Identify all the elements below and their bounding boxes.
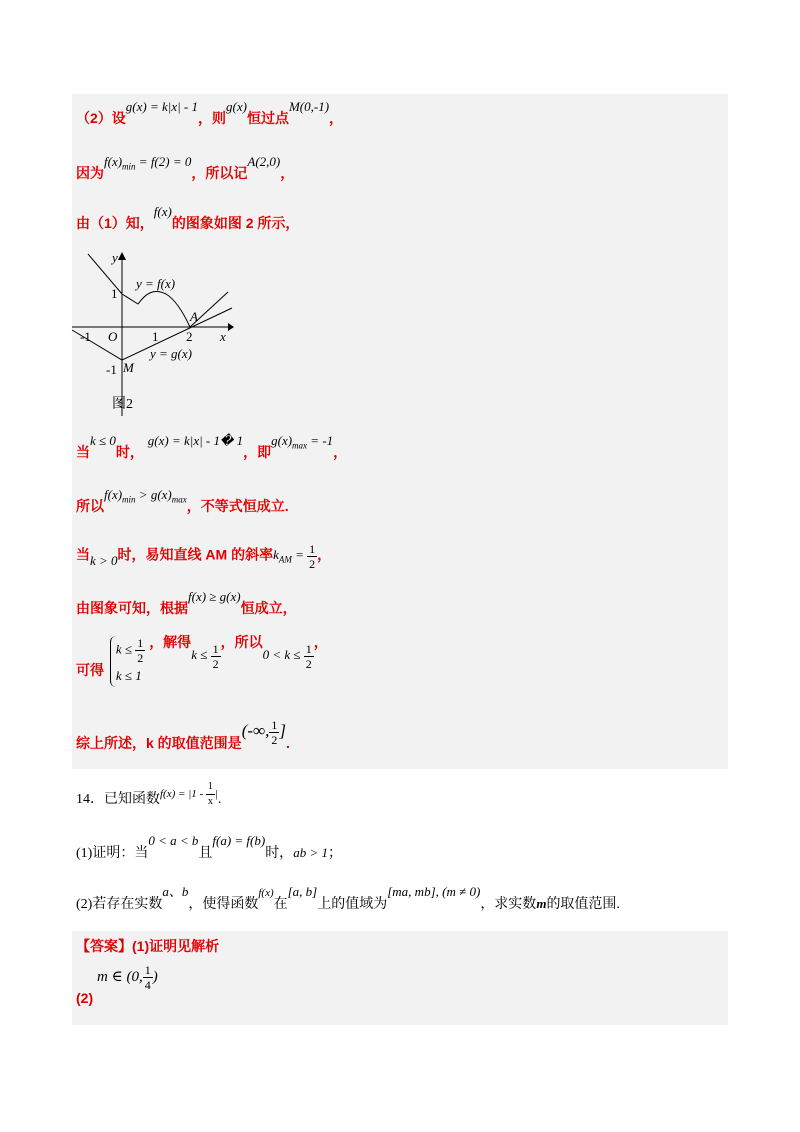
- answer-line-2: (2) m ∈ (0, $\frac{1}{4}$ ): [76, 963, 158, 1006]
- solution-line-7: 由图象可知，根据f(x) ≥ g(x)恒成立，: [76, 589, 297, 616]
- point-A-label: A: [190, 309, 198, 324]
- tick-1-y: 1: [111, 286, 118, 301]
- origin-label: O: [108, 329, 118, 344]
- solution-line-3: 由（1）知，f(x)的图象如图 2 所示，: [76, 204, 300, 231]
- solution-line-9: 综上所述，k 的取值范围是(-∞, $\frac{1}{2}$ ].: [76, 718, 290, 752]
- question-14-line-1: 14．已知函数$^{f(x) = |1 - \frac{1}{x} |}$.: [76, 781, 222, 808]
- answer-label: 【答案】: [76, 938, 132, 954]
- function-graph: [68, 248, 238, 418]
- solution-line-5: 所以$f(x)_{min} > g(x)_{max}$，不等式恒成立.: [76, 487, 289, 514]
- solution-line-2: 因为$f(x)_{min} = f(2) = 0$，所以记A(2,0)，: [76, 154, 295, 181]
- solution-line-1: （2）设g(x) = k|x| - 1，则g(x)恒过点M(0,-1)，: [76, 99, 344, 126]
- answer-line-1: 【答案】(1)证明见解析: [76, 938, 220, 954]
- x-axis-arrow: [228, 323, 234, 331]
- x-axis-label: x: [220, 329, 226, 344]
- point-M-label: M: [123, 360, 134, 375]
- tick-2-x: 2: [186, 329, 193, 344]
- fx-label: y = f(x): [136, 276, 176, 291]
- tick-neg1-y: -1: [106, 362, 117, 377]
- figure-caption: 图2: [112, 397, 133, 412]
- solution-line-4: 当k ≤ 0时， g(x) = k|x| - 1� 1，即$g(x)_{max} = -1$，: [76, 433, 348, 460]
- y-axis-label: y: [112, 250, 118, 265]
- question-14-part-1: (1)证明：当0 < a < b且f(a) = f(b)时，ab > 1；: [76, 833, 342, 861]
- solution-line-6: 当k > 0时，易知直线 AM 的斜率$k_{AM}$ = $\frac{1}{2}$ ，: [76, 542, 332, 571]
- y-axis-arrow: [118, 252, 126, 260]
- tick-neg1-x: -1: [80, 329, 91, 344]
- gx-label: y = g(x): [150, 346, 192, 361]
- question-14-part-2: (2)若存在实数a、b，使得函数$^{f(x)}$在[a, b]上的值域为[ma, mb], (m ≠ 0)，求实数m的取值范围.: [76, 884, 620, 912]
- tick-1-x: 1: [152, 329, 159, 344]
- solution-line-8: 可得 k ≤ $\frac{1}{2}$ k ≤ 1 ，解得k ≤ $\frac{1}{2}$ ，所以0 < k ≤ $\frac{1}{2}$ ，: [76, 636, 328, 692]
- inequality-system: k ≤ $\frac{1}{2}$ k ≤ 1: [110, 636, 145, 687]
